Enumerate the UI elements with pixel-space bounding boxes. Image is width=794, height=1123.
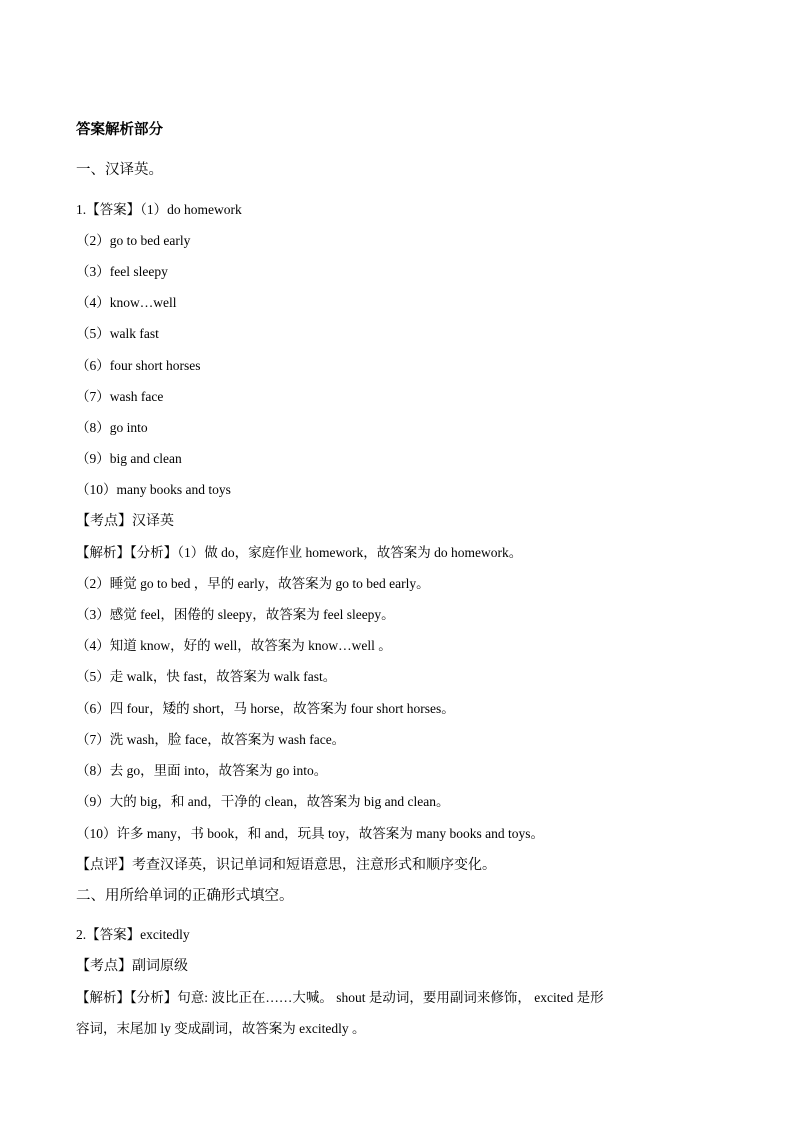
q1-answer-item: （4）know…well — [76, 295, 177, 310]
q1-analysis-line: （3）感觉 feel，困倦的 sleepy，故答案为 feel sleepy。 — [76, 607, 395, 622]
q2-point: 【考点】副词原级 — [76, 958, 188, 974]
q1-analysis-line: （8）去 go，里面 into，故答案为 go into。 — [76, 763, 328, 778]
q1-point: 【考点】汉译英 — [76, 513, 174, 529]
q1-answer-item: （8）go into — [76, 420, 148, 435]
q2-analysis-line: 【解析】【分析】句意: 波比正在……大喊。 shout 是动词，要用副词来修饰， excited 是形 — [76, 990, 604, 1005]
section-1-heading: 一、汉译英。 — [76, 162, 163, 178]
q2-answer: 2.【答案】excitedly — [76, 927, 190, 942]
doc-title: 答案解析部分 — [76, 121, 163, 138]
q1-analysis-line: 【解析】【分析】（1）做 do，家庭作业 homework，故答案为 do homework。 — [76, 545, 523, 560]
q1-answer-item: （9）big and clean — [76, 451, 182, 466]
q1-analysis-line: （6）四 four，矮的 short，马 horse，故答案为 four short horses。 — [76, 701, 455, 716]
q1-answer-item: （2）go to bed early — [76, 233, 191, 248]
section-2-heading: 二、用所给单词的正确形式填空。 — [76, 888, 294, 904]
q1-answer-item: （7）wash face — [76, 389, 164, 404]
q1-analysis-line: （4）知道 know，好的 well，故答案为 know…well 。 — [76, 638, 392, 653]
q1-answer-item: （5）walk fast — [76, 326, 159, 341]
q1-answer: 1.【答案】（1）do homework — [76, 202, 242, 217]
q1-answer-item: （6）four short horses — [76, 358, 201, 373]
q1-analysis-line: （10）许多 many，书 book，和 and，玩具 toy，故答案为 many books and toys。 — [76, 826, 544, 841]
q2-analysis-line: 容词，末尾加 ly 变成副词，故答案为 excitedly 。 — [76, 1021, 366, 1036]
q1-analysis-line: （9）大的 big，和 and，干净的 clean，故答案为 big and clean。 — [76, 794, 450, 809]
q1-answer-item: （10）many books and toys — [76, 482, 231, 497]
q1-comment: 【点评】考查汉译英，识记单词和短语意思，注意形式和顺序变化。 — [76, 857, 496, 873]
q1-answer-item: （3）feel sleepy — [76, 264, 168, 279]
q1-analysis-line: （7）洗 wash，脸 face，故答案为 wash face。 — [76, 732, 346, 747]
q1-analysis-line: （2）睡觉 go to bed ，早的 early，故答案为 go to bed early。 — [76, 576, 430, 591]
q1-analysis-line: （5）走 walk，快 fast，故答案为 walk fast。 — [76, 669, 337, 684]
